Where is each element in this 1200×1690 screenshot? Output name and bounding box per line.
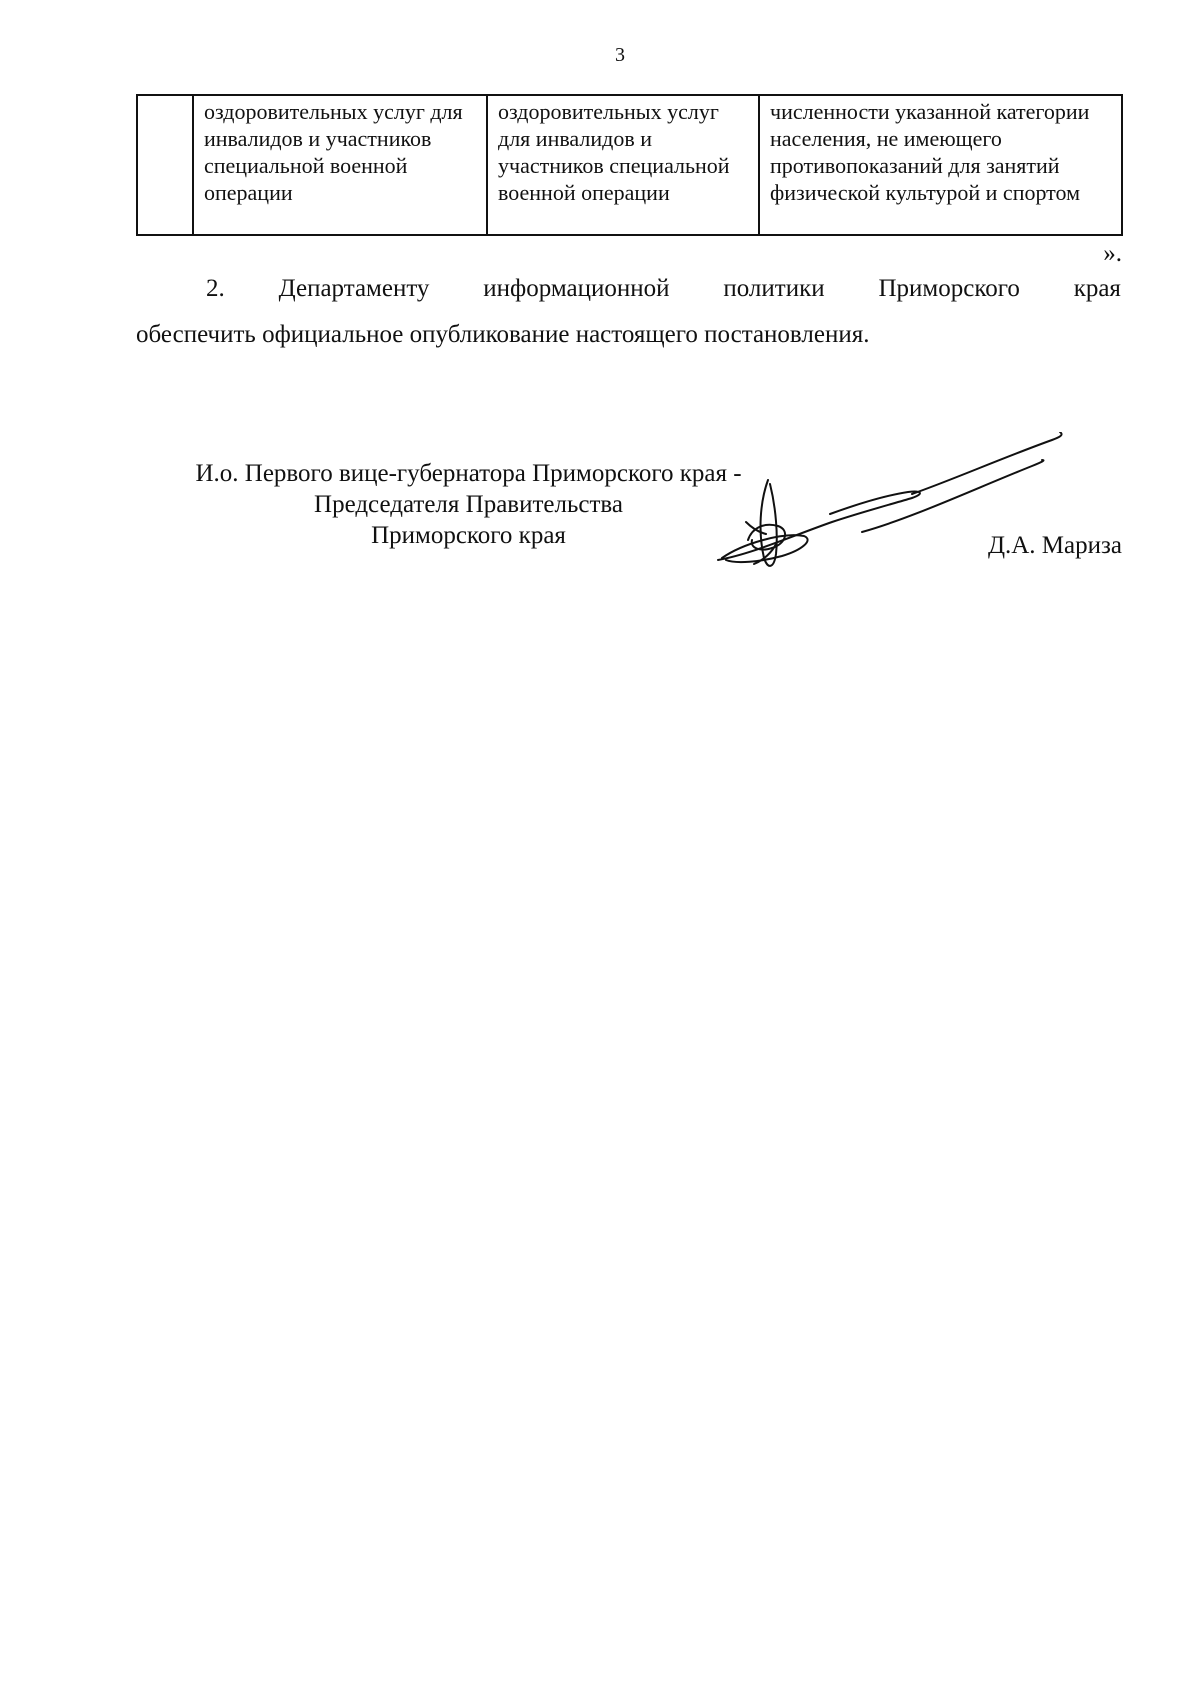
table-row bbox=[137, 95, 1122, 235]
paragraph-word: информационной bbox=[483, 275, 670, 302]
paragraph-word: края bbox=[1073, 275, 1121, 302]
table bbox=[136, 94, 1123, 236]
paragraph-word: Департаменту bbox=[278, 275, 430, 302]
signatory-title-line-3: Приморского края bbox=[371, 522, 566, 549]
paragraph-2 bbox=[136, 266, 1121, 358]
paragraph-line-2: обеспечить официальное опубликование настоящего постановления. bbox=[136, 321, 870, 348]
signer-name: Д.А. Мариза bbox=[987, 532, 1122, 559]
table-cell-number bbox=[137, 95, 193, 235]
table-cell-indicator-2: оздоровительных услуг для инвалидов и участников специальной военной операции bbox=[487, 95, 759, 235]
continuation-table bbox=[136, 94, 1121, 236]
signatory-title-line-1: И.о. Первого вице-губернатора Приморского края - bbox=[195, 460, 742, 487]
paragraph-number: 2. bbox=[206, 275, 225, 302]
paragraph-line-1 bbox=[136, 266, 1121, 312]
table-cell-indicator: оздоровительных услуг для инвалидов и участников специальной военной операции bbox=[193, 95, 487, 235]
signatory-title bbox=[146, 458, 791, 551]
signatory-title-line-2: Председателя Правительства bbox=[314, 491, 623, 518]
page-number: 3 bbox=[615, 44, 625, 66]
table-cell-description: численности указанной категории населения, не имеющего противопоказаний для занятий физической культурой и спортом bbox=[759, 95, 1122, 235]
paragraph-word: Приморского bbox=[878, 275, 1020, 302]
paragraph-word: политики bbox=[723, 275, 825, 302]
closing-quote: ». bbox=[1103, 240, 1122, 267]
